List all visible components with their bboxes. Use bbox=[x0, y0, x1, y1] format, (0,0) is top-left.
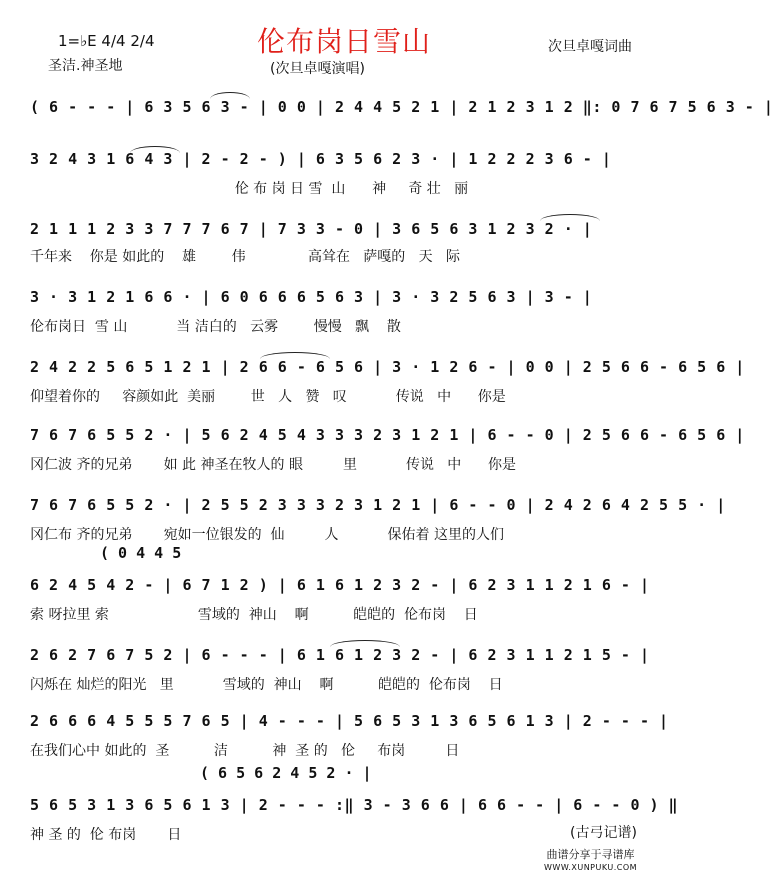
staff-row-6 bbox=[30, 426, 745, 473]
lyric-line: 神 圣 的 伦 布岗 日 bbox=[30, 827, 182, 843]
staff-row-8 bbox=[30, 576, 656, 623]
staff-row-1 bbox=[30, 98, 773, 120]
staff-row-4 bbox=[30, 288, 656, 335]
staff-row-9 bbox=[30, 646, 656, 693]
staff-row-5 bbox=[30, 358, 745, 405]
notation-line: 2 6 6 6 4 5 5 5 7 6 5 | 4 - - - | 5 6 5 3 1 3 6 5 6 1 3 | 2 - - - | bbox=[30, 712, 669, 730]
lyric-line: 闪烁在 灿烂的阳光 里 雪域的 神山 啊 皑皑的 伦布岗 日 bbox=[30, 677, 503, 693]
lyric-line: 伦布岗日 雪 山 当 洁白的 云雾 慢慢 飘 散 bbox=[30, 319, 401, 335]
notation-line: 5 6 5 3 1 3 6 5 6 1 3 | 2 - - - :‖ 3 - 3 6 6 | 6 6 - - | 6 - - 0 ) ‖ bbox=[30, 796, 679, 814]
staff-row-10 bbox=[30, 712, 669, 759]
lyric-line: 索 呀拉里 索 雪域的 神山 啊 皑皑的 伦布岗 日 bbox=[30, 607, 478, 623]
notation-line: 3 · 3 1 2 1 6 6 · | 6 0 6 6 6 5 6 3 | 3 · 3 2 5 6 3 | 3 - | bbox=[30, 288, 593, 306]
notation-line: 6 2 4 5 4 2 - | 6 7 1 2 ) | 6 1 6 1 2 3 2 - | 6 2 3 1 1 2 1 6 - | bbox=[30, 576, 650, 594]
intro-phrase: ( 6 5 6 2 4 5 2 · | bbox=[200, 764, 372, 782]
expression-marking: 圣洁.神圣地 bbox=[48, 58, 123, 74]
watermark-text: 曲谱分享于寻谱库 bbox=[546, 848, 635, 861]
lyric-line: 伦 布 岗 日 雪 山 神 奇 壮 丽 bbox=[30, 181, 469, 197]
key-signature: 1=♭E 4/4 2/4 bbox=[58, 32, 155, 50]
notation-line: 3 2 4 3 1 6 4 3 | 2 - 2 - ) | 6 3 5 6 2 3 · | 1 2 2 2 3 6 - | bbox=[30, 150, 612, 168]
notation-line: 2 4 2 2 5 6 5 1 2 1 | 2 6 6 - 6 5 6 | 3 · 1 2 6 - | 0 0 | 2 5 6 6 - 6 5 6 | bbox=[30, 358, 745, 376]
lyric-line: 仰望着你的 容颜如此 美丽 世 人 赞 叹 传说 中 你是 bbox=[30, 389, 506, 405]
composer-credit: 次旦卓嘎词曲 bbox=[548, 39, 632, 55]
notation-line: 7 6 7 6 5 5 2 · | 5 6 2 4 5 4 3 3 3 2 3 1 2 1 | 6 - - 0 | 2 5 6 6 - 6 5 6 | bbox=[30, 426, 745, 444]
staff-row-7 bbox=[30, 496, 726, 543]
intro-phrase: ( 0 4 4 5 bbox=[100, 544, 182, 562]
watermark-url: WWW.XUNPUKU.COM bbox=[544, 863, 638, 872]
watermark bbox=[544, 848, 637, 874]
slur-mark bbox=[210, 92, 250, 99]
lyric-line: 在我们心中 如此的 圣 洁 神 圣 的 伦 布岗 日 bbox=[30, 743, 460, 759]
slur-mark bbox=[260, 352, 330, 359]
singer-credit: (次旦卓嘎演唱) bbox=[270, 61, 365, 77]
notation-line: 7 6 7 6 5 5 2 · | 2 5 5 2 3 3 3 2 3 1 2 1 | 6 - - 0 | 2 4 2 6 4 2 5 5 · | bbox=[30, 496, 726, 514]
transcriber-credit: (古弓记谱) bbox=[570, 825, 637, 841]
notation-line: ( 6 - - - | 6 3 5 6 3 - | 0 0 | 2 4 4 5 2 1 | 2 1 2 3 1 2 ‖: 0 7 6 7 5 6 3 - | bbox=[30, 98, 773, 116]
slur-mark bbox=[330, 640, 400, 647]
notation-line: 2 6 2 7 6 7 5 2 | 6 - - - | 6 1 6 1 2 3 2 - | 6 2 3 1 1 2 1 5 - | bbox=[30, 646, 650, 664]
staff-row-3 bbox=[30, 220, 656, 265]
notation-line: 2 1 1 1 2 3 3 7 7 7 6 7 | 7 3 3 - 0 | 3 6 5 6 3 1 2 3 2 · | bbox=[30, 220, 593, 238]
staff-row-2 bbox=[30, 150, 656, 197]
lyric-line: 冈仁布 齐的兄弟 宛如一位银发的 仙 人 保佑着 这里的人们 bbox=[30, 527, 504, 543]
lyric-line: 千年来 你是 如此的 雄 伟 高耸在 萨嘎的 天 际 bbox=[30, 249, 461, 265]
slur-mark bbox=[130, 146, 180, 153]
lyric-line: 冈仁波 齐的兄弟 如 此 神圣在牧人的 眼 里 传说 中 你是 bbox=[30, 457, 517, 473]
slur-mark bbox=[540, 214, 600, 221]
song-title: 伦布岗日雪山 bbox=[256, 25, 431, 58]
